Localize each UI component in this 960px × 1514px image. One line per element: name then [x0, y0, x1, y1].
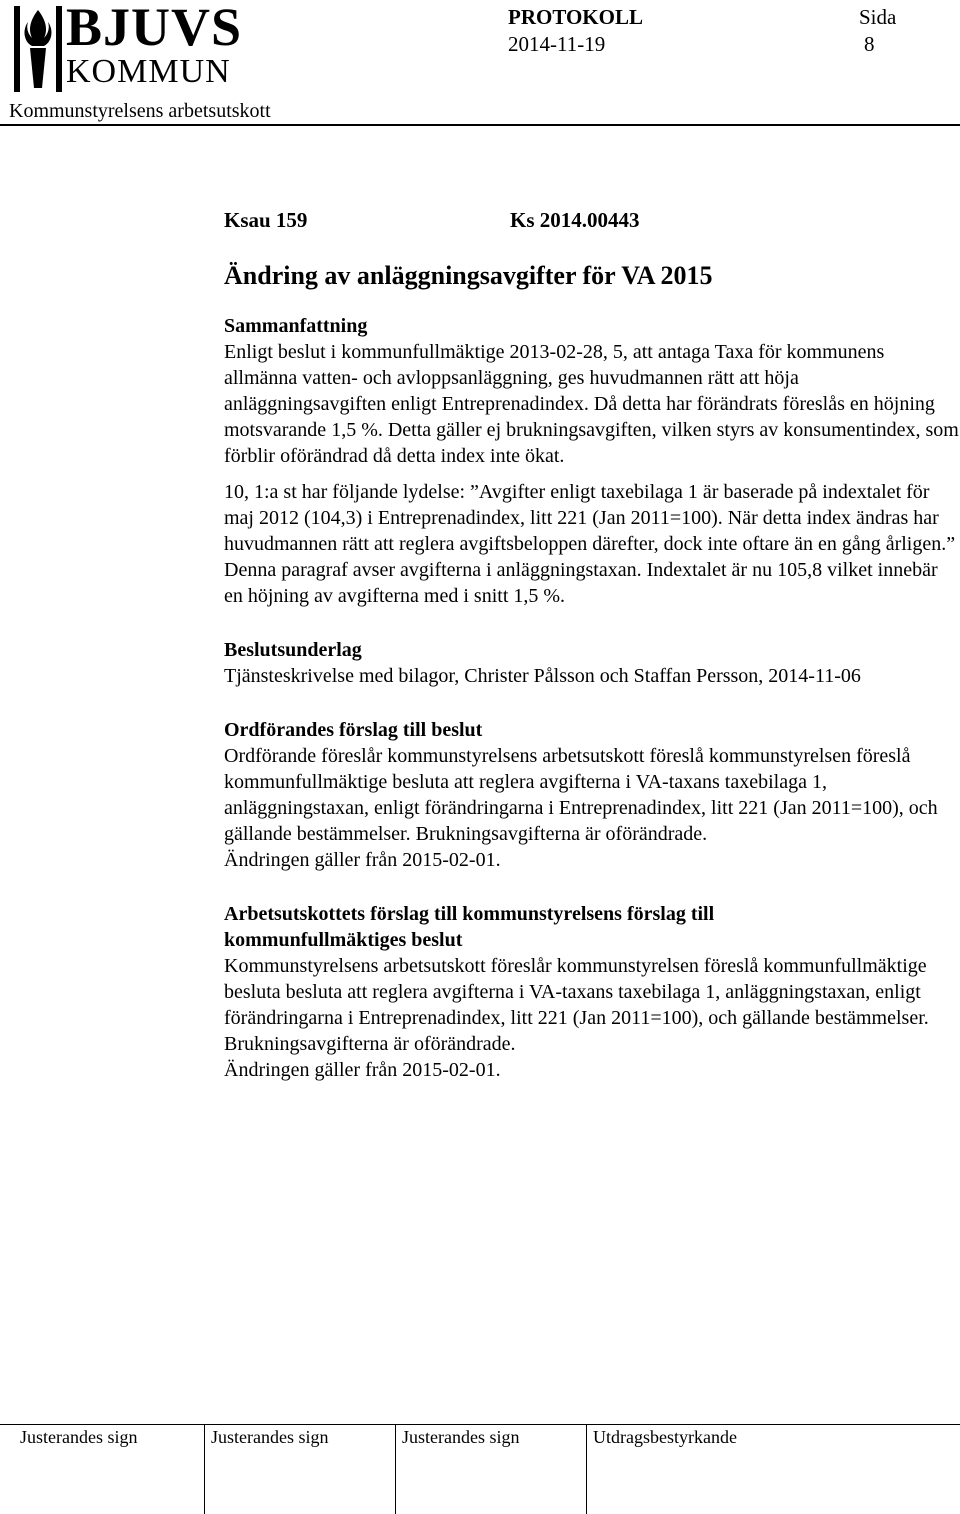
logo-wordmark-line2: KOMMUN [66, 53, 231, 90]
page-number: 8 [864, 32, 875, 56]
signature-divider [395, 1424, 396, 1514]
section-heading: Ordförandes förslag till beslut [224, 719, 483, 741]
ksau-paragraph: Ksau 159 [224, 208, 308, 232]
signature-field-3: Justerandes sign [402, 1427, 520, 1447]
case-reference [224, 205, 960, 235]
section-heading: Beslutsunderlag [224, 639, 362, 661]
page-label: Sida [859, 5, 897, 29]
signature-field-2: Justerandes sign [211, 1427, 329, 1447]
section-sammanfattning [224, 313, 960, 609]
section-heading: Sammanfattning [224, 315, 368, 337]
logo-wordmark-line1: BJUVS [66, 0, 243, 57]
signature-footer [0, 1424, 960, 1514]
department-name: Kommunstyrelsens arbetsutskott [9, 100, 271, 122]
signature-field-1: Justerandes sign [20, 1427, 138, 1447]
ks-number: Ks 2014.00443 [510, 208, 640, 232]
signature-divider [586, 1424, 587, 1514]
signature-field-4: Utdragsbestyrkande [593, 1427, 737, 1447]
summary-paragraph-2: 10, 1:a st har följande lydelse: ”Avgifter enligt taxebilaga 1 är baserade på indextalet för maj 2012 (104,3) i Entreprenadindex, litt 221 (Jan 2011=100). När detta index ändras har huvudmannen rätt att reglera avgiftsbeloppen därefter, dock inte oftare än en gång årligen.” Denna paragraf avser avgifterna i anläggningstaxan. Indextalet är nu 105,8 vilket innebär en höjning av avgifterna med i snitt 1,5 %. [224, 481, 956, 607]
ordforande-effective: Ändringen gäller från 2015-02-01. [224, 849, 501, 871]
section-arbetsutskott [224, 901, 960, 1083]
header-divider [0, 124, 960, 126]
document-body [224, 205, 960, 1083]
case-title: Ändring av anläggningsavgifter för VA 2015 [224, 261, 713, 290]
document-date: 2014-11-19 [508, 32, 606, 56]
signature-divider [204, 1424, 205, 1514]
section-heading: Arbetsutskottets förslag till kommunstyrelsens förslag till kommunfullmäktiges beslut [224, 903, 715, 951]
torch-logo-icon [8, 4, 68, 96]
document-type: PROTOKOLL [508, 5, 643, 29]
summary-paragraph-1: Enligt beslut i kommunfullmäktige 2013-02-28, 5, att antaga Taxa för kommunens allmänna vatten- och avloppsanläggning, ges huvudmannen rätt att höja anläggningsavgiften enligt Entreprenadindex. Då detta har förändrats föreslås en höjning motsvarande 1,5 %. Detta gäller ej brukningsavgiften, vilken styrs av konsumentindex, som förblir oförändrad då detta index inte ökat. [224, 341, 959, 467]
arbetsutskott-text: Kommunstyrelsens arbetsutskott föreslår kommunstyrelsen föreslå kommunfullmäktige besluta besluta att reglera avgifterna i VA-taxans taxebilaga 1, anläggningstaxan, enligt förändringarna i Entreprenadindex, litt 221 (Jan 2011=100), och gällande bestämmelser. Brukningsavgifterna är oförändrade. [224, 955, 929, 1055]
arbetsutskott-effective: Ändringen gäller från 2015-02-01. [224, 1059, 501, 1081]
section-ordforande [224, 717, 960, 873]
beslutsunderlag-text: Tjänsteskrivelse med bilagor, Christer Pålsson och Staffan Persson, 2014-11-06 [224, 665, 861, 687]
ordforande-text: Ordförande föreslår kommunstyrelsens arbetsutskott föreslå kommunstyrelsen föreslå kommunfullmäktige besluta att reglera avgifterna i VA-taxans taxebilaga 1, anläggningstaxan, enligt förändringarna i Entreprenadindex, litt 221 (Jan 2011=100), och gällande bestämmelser. Brukningsavgifterna är oförändrade. [224, 745, 938, 845]
section-beslutsunderlag [224, 637, 960, 689]
